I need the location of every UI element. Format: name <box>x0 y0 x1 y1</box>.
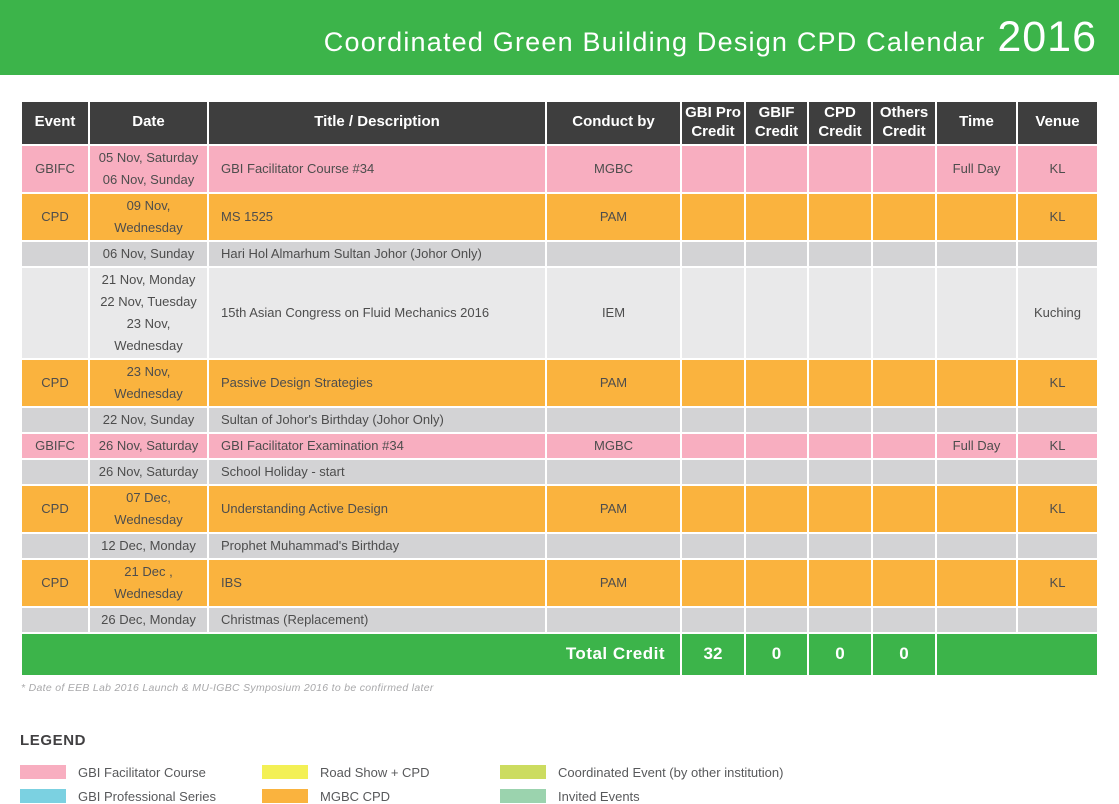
column-header-others-credit: Others Credit <box>872 101 936 145</box>
title-description-cell: School Holiday - start <box>208 459 546 485</box>
time-cell <box>936 267 1017 359</box>
column-header-title-description: Title / Description <box>208 101 546 145</box>
legend-color-swatch <box>262 789 308 803</box>
title-description-cell: 15th Asian Congress on Fluid Mechanics 2016 <box>208 267 546 359</box>
column-header-gbif-credit: GBIF Credit <box>745 101 808 145</box>
column-header-time: Time <box>936 101 1017 145</box>
cpd-credit-cell <box>808 407 872 433</box>
title-description-cell: Passive Design Strategies <box>208 359 546 407</box>
event-cell: GBIFC <box>21 145 89 193</box>
event-cell: CPD <box>21 559 89 607</box>
others-credit-cell <box>872 145 936 193</box>
legend-item-label: GBI Facilitator Course <box>78 764 206 780</box>
others-credit-cell <box>872 485 936 533</box>
conduct-by-cell <box>546 607 681 633</box>
gbif-credit-cell <box>745 485 808 533</box>
total-credit-row <box>21 633 1098 676</box>
date-cell: 26 Nov, Saturday <box>89 459 208 485</box>
cpd-credit-cell <box>808 267 872 359</box>
legend-item <box>20 765 262 780</box>
page-title-text: Coordinated Green Building Design CPD Calendar <box>323 27 986 57</box>
gbi-pro-credit-cell <box>681 533 745 559</box>
legend-item <box>262 765 500 780</box>
conduct-by-cell <box>546 459 681 485</box>
table-row <box>21 533 1098 559</box>
gbif-credit-cell <box>745 433 808 459</box>
table-row <box>21 407 1098 433</box>
time-cell: Full Day <box>936 145 1017 193</box>
cpd-credit-cell <box>808 359 872 407</box>
legend-item <box>500 765 1119 780</box>
gbi-pro-credit-cell <box>681 193 745 241</box>
others-credit-cell <box>872 407 936 433</box>
total-row-blank-cell <box>936 633 1098 676</box>
legend-item <box>262 789 500 804</box>
calendar-table-body <box>21 145 1098 633</box>
gbif-credit-cell <box>745 267 808 359</box>
others-credit-cell <box>872 359 936 407</box>
gbif-credit-cell <box>745 533 808 559</box>
gbif-credit-cell <box>745 459 808 485</box>
venue-cell <box>1017 241 1098 267</box>
title-description-cell: Sultan of Johor's Birthday (Johor Only) <box>208 407 546 433</box>
gbif-credit-cell <box>745 407 808 433</box>
date-cell: 12 Dec, Monday <box>89 533 208 559</box>
table-row <box>21 241 1098 267</box>
venue-cell: KL <box>1017 433 1098 459</box>
column-header-venue: Venue <box>1017 101 1098 145</box>
event-cell <box>21 533 89 559</box>
title-description-cell: GBI Facilitator Examination #34 <box>208 433 546 459</box>
time-cell <box>936 559 1017 607</box>
others-credit-cell <box>872 459 936 485</box>
gbif-credit-cell <box>745 193 808 241</box>
gbi-pro-credit-cell <box>681 485 745 533</box>
venue-cell <box>1017 607 1098 633</box>
gbif-credit-cell <box>745 145 808 193</box>
venue-cell <box>1017 533 1098 559</box>
total-credit-label: Total Credit <box>21 633 681 676</box>
legend-section <box>20 732 1119 804</box>
table-row <box>21 485 1098 533</box>
time-cell <box>936 359 1017 407</box>
title-description-cell: Prophet Muhammad's Birthday <box>208 533 546 559</box>
date-cell: 21 Dec , Wednesday <box>89 559 208 607</box>
page-title-year: 2016 <box>997 13 1097 61</box>
gbi-pro-credit-cell <box>681 459 745 485</box>
gbi-pro-credit-cell <box>681 433 745 459</box>
others-credit-cell <box>872 533 936 559</box>
cpd-credit-cell <box>808 559 872 607</box>
gbif-credit-cell <box>745 241 808 267</box>
cpd-credit-cell <box>808 193 872 241</box>
gbif-credit-cell <box>745 559 808 607</box>
conduct-by-cell <box>546 533 681 559</box>
table-row <box>21 433 1098 459</box>
conduct-by-cell: MGBC <box>546 433 681 459</box>
legend-item-label: GBI Professional Series <box>78 788 217 804</box>
event-cell: GBIFC <box>21 433 89 459</box>
title-description-cell: GBI Facilitator Course #34 <box>208 145 546 193</box>
time-cell <box>936 193 1017 241</box>
title-description-cell: MS 1525 <box>208 193 546 241</box>
legend-heading: LEGEND <box>20 731 87 749</box>
event-cell: CPD <box>21 485 89 533</box>
others-credit-cell <box>872 241 936 267</box>
cpd-credit-cell <box>808 607 872 633</box>
legend-item <box>20 789 262 804</box>
column-header-conduct-by: Conduct by <box>546 101 681 145</box>
title-description-cell: Understanding Active Design <box>208 485 546 533</box>
date-cell: 22 Nov, Sunday <box>89 407 208 433</box>
legend-color-swatch <box>500 765 546 779</box>
others-credit-cell <box>872 433 936 459</box>
table-header <box>21 101 1098 145</box>
venue-cell: KL <box>1017 145 1098 193</box>
cpd-credit-cell <box>808 533 872 559</box>
date-cell: 09 Nov, Wednesday <box>89 193 208 241</box>
table-row <box>21 459 1098 485</box>
venue-cell <box>1017 459 1098 485</box>
cpd-credit-cell <box>808 485 872 533</box>
cpd-credit-cell <box>808 433 872 459</box>
time-cell: Full Day <box>936 433 1017 459</box>
legend-color-swatch <box>262 765 308 779</box>
legend-color-swatch <box>20 789 66 803</box>
conduct-by-cell: IEM <box>546 267 681 359</box>
cpd-credit-cell <box>808 145 872 193</box>
gbi-pro-credit-cell <box>681 559 745 607</box>
legend-grid <box>20 765 1119 804</box>
cpd-calendar-table <box>20 100 1099 677</box>
time-cell <box>936 533 1017 559</box>
total-gbi-pro-credit: 32 <box>681 633 745 676</box>
date-cell: 07 Dec, Wednesday <box>89 485 208 533</box>
venue-cell: KL <box>1017 485 1098 533</box>
venue-cell: KL <box>1017 359 1098 407</box>
venue-cell: KL <box>1017 559 1098 607</box>
venue-cell: KL <box>1017 193 1098 241</box>
gbi-pro-credit-cell <box>681 267 745 359</box>
event-cell <box>21 267 89 359</box>
others-credit-cell <box>872 559 936 607</box>
cpd-credit-cell <box>808 459 872 485</box>
table-header-row <box>21 101 1098 145</box>
title-description-cell: Christmas (Replacement) <box>208 607 546 633</box>
others-credit-cell <box>872 267 936 359</box>
gbif-credit-cell <box>745 359 808 407</box>
legend-color-swatch <box>20 765 66 779</box>
total-others-credit: 0 <box>872 633 936 676</box>
time-cell <box>936 241 1017 267</box>
time-cell <box>936 607 1017 633</box>
conduct-by-cell: PAM <box>546 485 681 533</box>
main-content <box>0 100 1119 804</box>
date-cell: 26 Dec, Monday <box>89 607 208 633</box>
conduct-by-cell <box>546 407 681 433</box>
column-header-gbi-pro-credit: GBI Pro Credit <box>681 101 745 145</box>
event-cell: CPD <box>21 193 89 241</box>
event-cell <box>21 459 89 485</box>
date-cell: 26 Nov, Saturday <box>89 433 208 459</box>
table-row <box>21 359 1098 407</box>
legend-item-label: Road Show + CPD <box>320 764 430 780</box>
conduct-by-cell: MGBC <box>546 145 681 193</box>
conduct-by-cell: PAM <box>546 559 681 607</box>
date-cell: 21 Nov, Monday 22 Nov, Tuesday 23 Nov, Wednesday <box>89 267 208 359</box>
conduct-by-cell <box>546 241 681 267</box>
total-gbif-credit: 0 <box>745 633 808 676</box>
gbi-pro-credit-cell <box>681 607 745 633</box>
table-row <box>21 607 1098 633</box>
total-cpd-credit: 0 <box>808 633 872 676</box>
column-header-event: Event <box>21 101 89 145</box>
legend-item <box>500 789 1119 804</box>
legend-color-swatch <box>500 789 546 803</box>
others-credit-cell <box>872 193 936 241</box>
others-credit-cell <box>872 607 936 633</box>
event-cell <box>21 241 89 267</box>
gbi-pro-credit-cell <box>681 407 745 433</box>
date-cell: 06 Nov, Sunday <box>89 241 208 267</box>
legend-item-label: Invited Events <box>558 788 640 804</box>
gbi-pro-credit-cell <box>681 359 745 407</box>
date-cell: 05 Nov, Saturday 06 Nov, Sunday <box>89 145 208 193</box>
event-cell: CPD <box>21 359 89 407</box>
time-cell <box>936 485 1017 533</box>
table-row <box>21 267 1098 359</box>
table-row <box>21 559 1098 607</box>
gbi-pro-credit-cell <box>681 241 745 267</box>
gbi-pro-credit-cell <box>681 145 745 193</box>
page-title <box>324 13 1097 62</box>
legend-item-label: MGBC CPD <box>320 788 391 804</box>
footnote-text: * Date of EEB Lab 2016 Launch & MU-IGBC Symposium 2016 to be confirmed later <box>21 681 434 694</box>
time-cell <box>936 459 1017 485</box>
title-description-cell: IBS <box>208 559 546 607</box>
column-header-cpd-credit: CPD Credit <box>808 101 872 145</box>
venue-cell: Kuching <box>1017 267 1098 359</box>
cpd-credit-cell <box>808 241 872 267</box>
date-cell: 23 Nov, Wednesday <box>89 359 208 407</box>
event-cell <box>21 607 89 633</box>
column-header-date: Date <box>89 101 208 145</box>
title-description-cell: Hari Hol Almarhum Sultan Johor (Johor Only) <box>208 241 546 267</box>
header-banner <box>0 0 1119 75</box>
table-row <box>21 193 1098 241</box>
venue-cell <box>1017 407 1098 433</box>
legend-item-label: Coordinated Event (by other institution) <box>558 764 784 780</box>
conduct-by-cell: PAM <box>546 193 681 241</box>
event-cell <box>21 407 89 433</box>
gbif-credit-cell <box>745 607 808 633</box>
time-cell <box>936 407 1017 433</box>
table-row <box>21 145 1098 193</box>
conduct-by-cell: PAM <box>546 359 681 407</box>
table-footer <box>21 633 1098 676</box>
